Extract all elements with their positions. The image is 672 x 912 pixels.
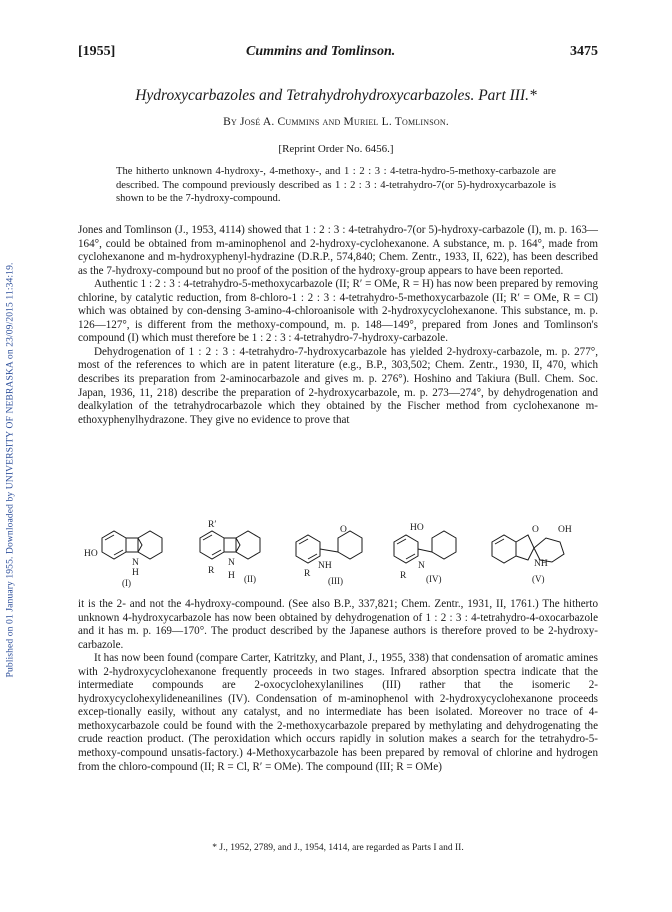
label: N [418, 561, 425, 571]
paragraph: Authentic 1 : 2 : 3 : 4-tetrahydro-5-methoxycarbazole (II; R′ = OMe, R = H) has now been prepared by removing chlorine, by catalytic reduction, from 8-chloro-1 : 2 : 3 : 4-tetrahydro-5-methoxycarbazole (II; R′ = OMe, R = Cl) which was obtained by con-densing 3-amino-4-chloroanisole with 2-hydroxycyclohexanone. This substance, m. p. 126—127°, is different from the methoxy-compound, m. p. 148—149°, prepared from Jones and Tomlinson's compound (I) which must therefore be 1 : 2 : 3 : 4-tetrahydro-7-hydroxy-carbazole. [78, 278, 598, 345]
structure-iii-drawing [296, 531, 362, 563]
header-year: [1955] [78, 44, 116, 59]
running-header [78, 44, 598, 62]
structure-i-drawing [102, 531, 162, 559]
structure-caption: (I) [122, 578, 131, 588]
structure-ii-drawing [200, 531, 260, 559]
body-text-top [78, 224, 598, 427]
structures-svg [82, 518, 592, 592]
download-watermark-text: Published on 01 January 1955. Downloaded by UNIVERSITY OF NEBRASKA on 23/09/2015 11:34:19. [4, 262, 16, 678]
abstract: The hitherto unknown 4-hydroxy-, 4-methoxy-, and 1 : 2 : 3 : 4-tetra-hydro-5-methoxy-carbazole are described. The compound previously described as 1 : 2 : 3 : 4-tetrahydro-7(or 5)-hydroxycarbazole is shown to be the 7-hydroxy-compound. [116, 166, 556, 205]
paragraph: Dehydrogenation of 1 : 2 : 3 : 4-tetrahydro-7-hydroxycarbazole has yielded 2-hydroxy-carbazole, m. p. 277°, most of the references to which are in patent literature (e.g., B.P., 303,502; Chem. Zentr., 1930, II, 470, which describes its preparation from 2-aminocarbazole and gives m. p. 276°). Hoshino and Takiura (Bull. Chem. Soc. Japan, 1936, 11, 218) describe the preparation of 2-hydroxycarbazole, m. p. 273—274°, by dehydrogenation and dealkylation of the tetrahydrocarbazole which they obtained by the Fischer method from cyclohexanone m-ethoxyphenylhydrazone. They give no evidence to prove that [78, 345, 598, 426]
label: OH [558, 525, 572, 535]
label: NH [318, 561, 332, 571]
label: N [132, 558, 139, 568]
label: H [132, 568, 139, 578]
label: N [228, 558, 235, 568]
body-text-bottom [78, 598, 598, 774]
structure-iv-drawing [394, 531, 456, 563]
label: R [208, 566, 215, 576]
reprint-order: [Reprint Order No. 6456.] [278, 143, 394, 155]
structures-figure [82, 518, 592, 592]
author-byline: By José A. Cummins and Muriel L. Tomlinson. [223, 116, 449, 128]
paragraph: Jones and Tomlinson (J., 1953, 4114) showed that 1 : 2 : 3 : 4-tetrahydro-7(or 5)-hydroxy-carbazole (I), m. p. 163—164°, could be obtained from m-aminophenol and 2-hydroxy-cyclohexanone. A substance, m. p. 164°, made from cyclohexanone and m-hydroxyphenyl-hydrazine (D.R.P., 574,840; Chem. Zentr., 1933, II, 622), has been described as the 7-hydroxy-compound but no proof of the position of the hydroxy-group appears to have been reported. [78, 224, 598, 277]
article-title: Hydroxycarbazoles and Tetrahydrohydroxycarbazoles. Part III.* [135, 87, 537, 104]
footnote: * J., 1952, 2789, and J., 1954, 1414, are regarded as Parts I and II. [212, 843, 464, 853]
paragraph: it is the 2- and not the 4-hydroxy-compound. (See also B.P., 337,821; Chem. Zentr., 1931, II, 1761.) The hitherto unknown 4-hydroxycarbazole has now been obtained by dehydrogenation of 1 : 2 : 3 : 4-tetrahydro-4-oxocarbazole and it has m. p. 169—170°. The product described by the Japanese authors is therefore proved to be 2-hydroxy-carbazole. [78, 598, 598, 651]
label: O [532, 525, 539, 535]
download-watermark [2, 120, 18, 820]
label: R [400, 571, 407, 581]
page-number: 3475 [570, 44, 598, 59]
label: HO [84, 549, 98, 559]
label: O [340, 525, 347, 535]
paragraph: It has now been found (compare Carter, Katritzky, and Plant, J., 1955, 338) that condensation of aromatic amines with 2-hydroxycyclohexanone frequently proceeds in two stages. Infrared absorption spectra indicate that the intermediate compounds are 2-oxocyclohexylanilines (III) rather that the isomeric 2-hydroxycyclohexylideneanilines (IV). Condensation of m-aminophenol with 2-hydroxycyclohexanone proceeds excep-tionally easily, without any catalyst, and no intermediate has been isolated. Moreover no trace of 4-methoxycarbazole could be found with the 2-methoxycarbazole prepared by methylating and dehydrogenating the crude reaction product. (The peroxidation which occurs rapidly in solution makes a search for the tetrahydro-5-methoxy-compound unsatis-factory.) 4-Methoxycarbazole has been prepared by removal of chlorine and hydrogen from the chloro-compound (II; R = Cl, R′ = OMe). The compound (III; R = OMe) [78, 652, 598, 773]
label: R [304, 569, 311, 579]
structure-caption: (V) [532, 574, 545, 584]
header-authors: Cummins and Tomlinson. [246, 44, 396, 59]
structure-caption: (III) [328, 576, 343, 586]
label: H [228, 571, 235, 581]
structure-caption: (IV) [426, 574, 442, 584]
structure-caption: (II) [244, 574, 256, 584]
label: HO [410, 523, 424, 533]
label: R′ [208, 520, 217, 530]
structure-v-drawing [492, 535, 564, 563]
label: NH [534, 559, 548, 569]
